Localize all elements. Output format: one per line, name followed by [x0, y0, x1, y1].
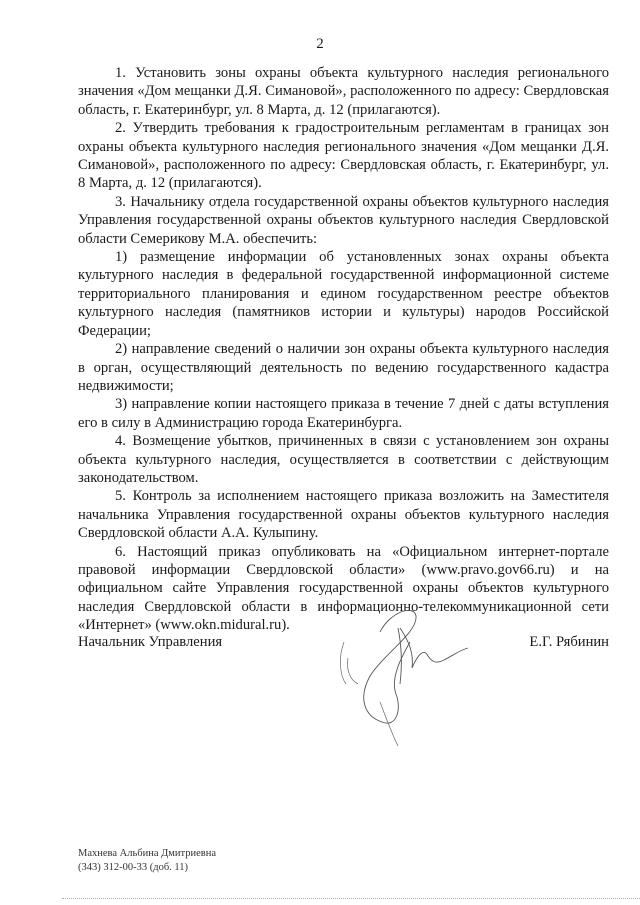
page-bottom-divider [62, 898, 640, 899]
paragraph-1: 1. Установить зоны охраны объекта культурного наследия регионального значения «Дом мещанки Д.Я. Симановой», расположенного по адресу: Свердловская область, г. Екатеринбург, ул. 8 Марта, д. 12 (прилагаются). [78, 65, 609, 118]
executor-name: Махнева Альбина Дмитриевна [78, 848, 217, 859]
paragraph-5: 5. Контроль за исполнением настоящего приказа возложить на Заместителя начальника Управления государственной охраны объектов культурного наследия Свердловской области А.А. Кулыпину. [78, 488, 609, 542]
executor-footer [78, 847, 216, 875]
signatory-name: Е.Г. Рябинин [529, 634, 609, 650]
signatory-position: Начальник Управления [78, 634, 223, 650]
subitem-1: 1) размещение информации об установленных зонах охраны объекта культурного наследия в федеральной государственной информационной системе территориального планирования и едином государственном реестре объектов культурного наследия (памятников истории и культуры) народов Российской Федерации; [78, 249, 609, 339]
paragraph-6: 6. Настоящий приказ опубликовать на «Официальном интернет-портале правовой информации Свердловской области» (www.pravo.gov66.ru) и на официальном сайте Управления государственной охраны объектов культурного наследия Свердловской области в информационно-телекоммуникационной сети «Интернет» (www.okn.midural.ru). [78, 543, 609, 634]
subitem-3: 3) направление копии настоящего приказа в течение 7 дней с даты вступления его в силу в Администрацию города Екатеринбурга. [78, 396, 609, 431]
paragraph-3: 3. Начальнику отдела государственной охраны объектов культурного наследия Управления государственной охраны объектов культурного наследия Свердловской области Семерикову М.А. обеспечить: [78, 193, 609, 247]
handwritten-signature [328, 598, 478, 748]
document-body [78, 64, 609, 635]
subitem-2: 2) направление сведений о наличии зон охраны объекта культурного наследия в орган, осуществляющий деятельность по ведению государственного кадастра недвижимости; [78, 341, 609, 394]
executor-phone: (343) 312-00-33 (доб. 11) [78, 862, 189, 873]
paragraph-2: 2. Утвердить требования к градостроительным регламентам в границах зон охраны объекта культурного наследия регионального значения «Дом мещанки Д.Я. Симановой», расположенного по адресу: Свердловская область, г. Екатеринбург, ул. 8 Марта, д. 12 (прилагаются). [78, 120, 609, 192]
page-number: 2 [316, 36, 324, 52]
paragraph-4: 4. Возмещение убытков, причиненных в связи с установлением зон охраны объекта культурного наследия, осуществляется в соответствии с действующим законодательством. [78, 433, 609, 486]
